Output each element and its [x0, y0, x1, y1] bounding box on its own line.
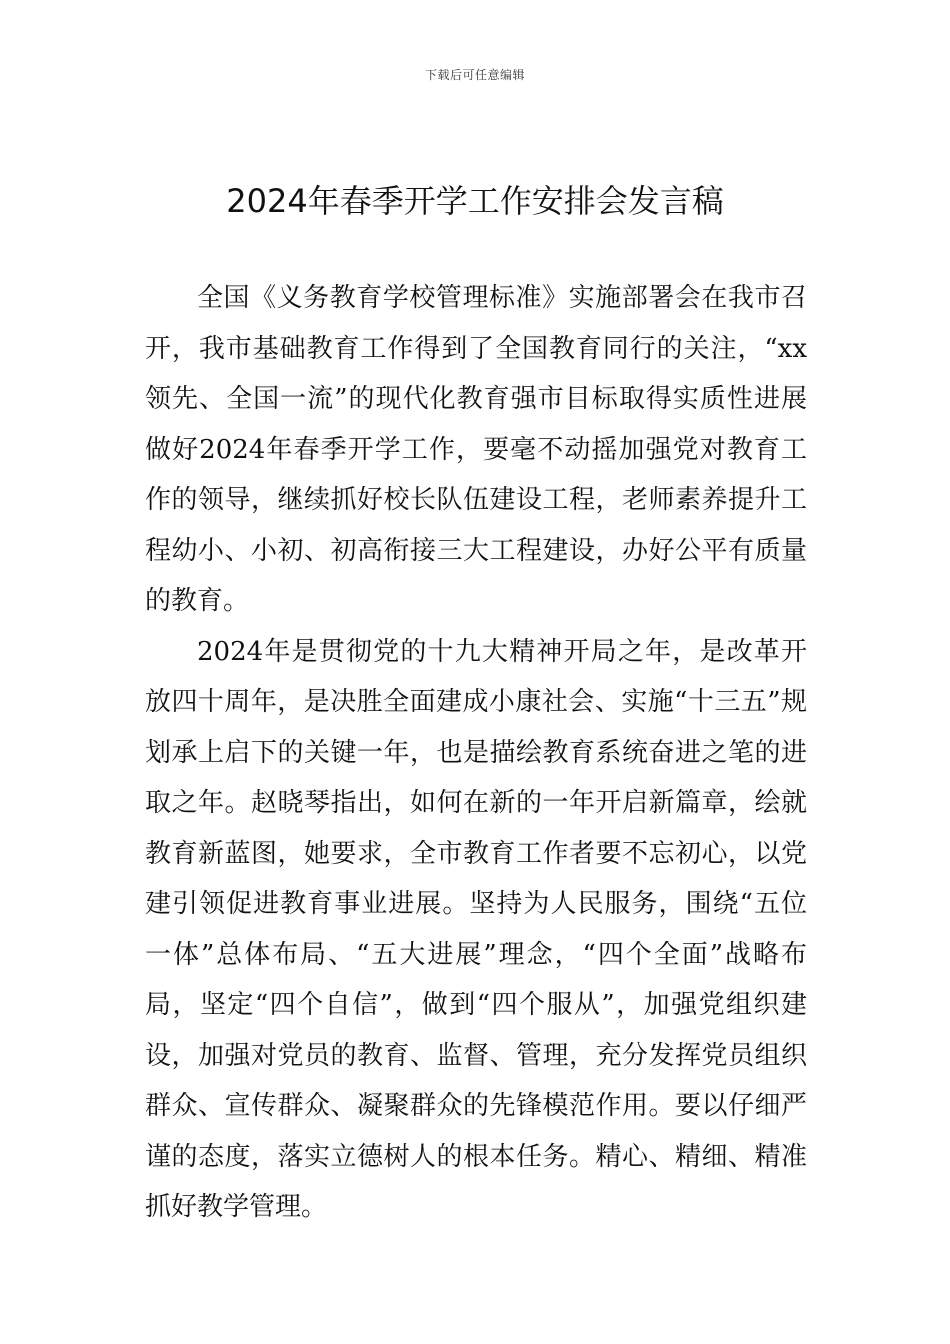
paragraph-1: 全国《义务教育学校管理标准》实施部署会在我市召开，我市基础教育工作得到了全国教育同行的关注，“xx领先、全国一流”的现代化教育强市目标取得实质性进展做好2024年春季开学工作，要毫不动摇加强党对教育工作的领导，继续抓好校长队伍建设工程，老师素养提升工程幼小、小初、初高衔接三大工程建设，办好公平有质量的教育。 — [145, 283, 807, 616]
document-title: 2024年春季开学工作安排会发言稿 — [226, 182, 724, 220]
paragraph-2: 2024年是贯彻党的十九大精神开局之年，是改革开放四十周年，是决胜全面建成小康社会、实施“十三五”规划承上启下的关键一年，也是描绘教育系统奋进之笔的进取之年。赵晓琴指出，如何在新的一年开启新篇章，绘就教育新蓝图，她要求，全市教育工作者要不忘初心，以党建引领促进教育事业进展。坚持为人民服务，围绕“五位一体”总体布局、“五大进展”理念，“四个全面”战略布局，坚定“四个自信”，做到“四个服从”，加强党组织建设，加强对党员的教育、监督、管理，充分发挥党员组织群众、宣传群众、凝聚群众的先锋模范作用。要以仔细严谨的态度，落实立德树人的根本任务。精心、精细、精准抓好教学管理。 — [145, 636, 807, 1222]
document-body — [145, 273, 807, 1233]
header-note: 下载后可任意编辑 — [424, 68, 525, 82]
